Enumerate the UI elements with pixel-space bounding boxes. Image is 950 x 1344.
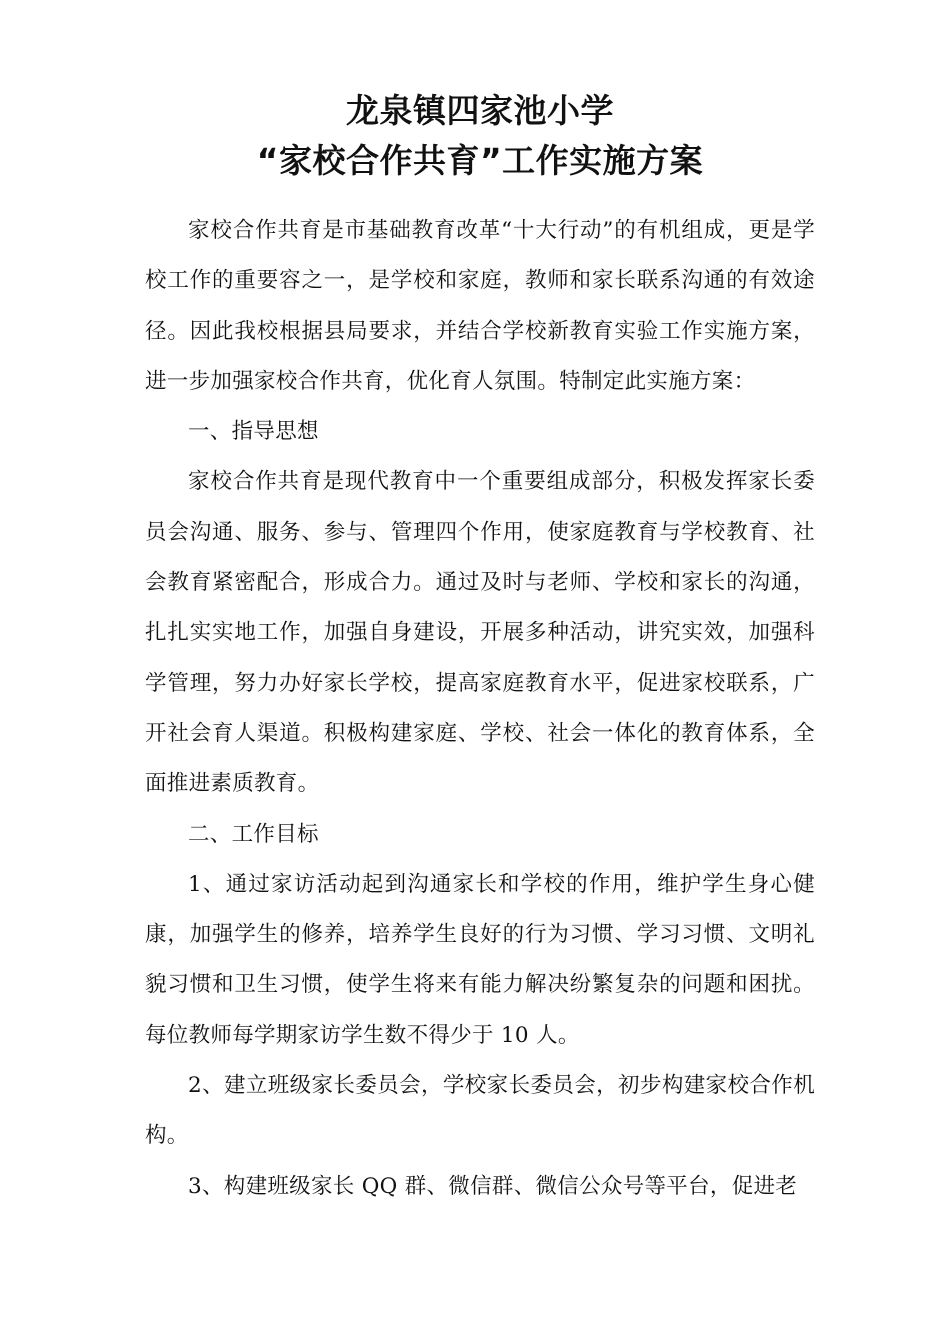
guiding-ideology-paragraph: 家校合作共育是现代教育中一个重要组成部分，积极发挥家长委员会沟通、服务、参与、管理四个作用，使家庭教育与学校教育、社会教育紧密配合，形成合力。通过及时与老师、学校和家长的沟通，扎扎实实地工作，加强自身建设，开展多种活动，讲究实效，加强科学管理，努力办好家长学校，提高家庭教育水平，促进家校联系，广开社会育人渠道。积极构建家庭、学校、社会一体化的教育体系，全面推进素质教育。 (145, 469, 815, 797)
goal-item-2: 2、建立班级家长委员会，学校家长委员会，初步构建家校合作机构。 (145, 1073, 815, 1149)
section-heading-guiding-ideology: 一、指导思想 (188, 419, 319, 445)
goal-item-1: 1、通过家访活动起到沟通家长和学校的作用，维护学生身心健康，加强学生的修养，培养学生良好的行为习惯、学习习惯、文明礼貌习惯和卫生习惯，使学生将来有能力解决纷繁复杂的问题和困扰。每位教师每学期家访学生数不得少于 10 人。 (145, 871, 815, 1048)
document-body (145, 206, 815, 1212)
goal-item-3: 3、构建班级家长 QQ 群、微信群、微信公众号等平台，促进老 (188, 1173, 798, 1199)
intro-paragraph: 家校合作共育是市基础教育改革“十大行动”的有机组成，更是学校工作的重要容之一，是学校和家庭，教师和家长联系沟通的有效途径。因此我校根据县局要求，并结合学校新教育实验工作实施方案，进一步加强家校合作共育，优化育人氛围。特制定此实施方案： (145, 218, 815, 394)
document-title (145, 86, 815, 186)
section-heading-work-goals: 二、工作目标 (188, 821, 319, 847)
title-line-plan: “家校合作共育”工作实施方案 (256, 141, 704, 180)
title-line-school: 龙泉镇四家池小学 (346, 91, 614, 130)
